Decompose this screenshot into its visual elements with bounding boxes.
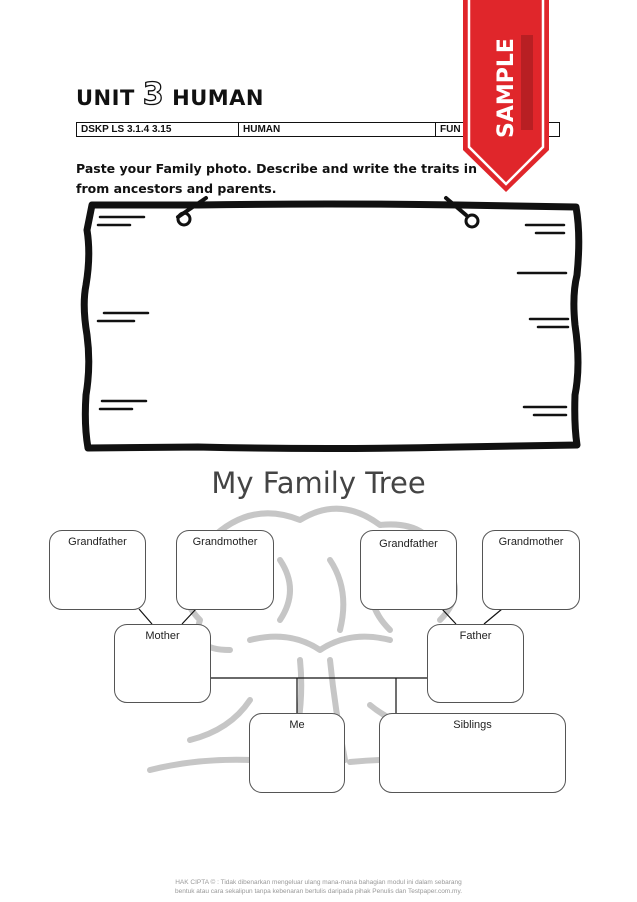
grandmother-paternal-box[interactable] bbox=[176, 530, 274, 610]
info-topic: HUMAN bbox=[239, 123, 436, 136]
father-label: Father bbox=[459, 630, 492, 642]
siblings-label: Siblings bbox=[453, 719, 492, 731]
footer-line-1: HAK CIPTA © : Tidak dibenarkan mengeluar ulang mana-mana bahagian modul ini dalam sebarang bbox=[175, 879, 462, 886]
siblings-box[interactable] bbox=[379, 713, 566, 793]
me-label: Me bbox=[289, 719, 305, 731]
unit-number: 3 bbox=[142, 76, 165, 112]
mother-box[interactable] bbox=[114, 624, 211, 703]
grandmother-paternal-label: Grandmother bbox=[192, 536, 258, 548]
info-theme: FUN bbox=[440, 124, 461, 135]
grandfather-maternal-box[interactable] bbox=[360, 530, 457, 610]
instruction-line-2: from ancestors and parents. bbox=[76, 181, 277, 196]
family-tree-title: My Family Tree bbox=[211, 466, 426, 500]
unit-word: UNIT bbox=[76, 86, 135, 110]
me-box[interactable] bbox=[249, 713, 345, 793]
sample-watermark-ribbon bbox=[461, 0, 551, 195]
mother-label: Mother bbox=[145, 630, 180, 642]
grandfather-paternal-label: Grandfather bbox=[68, 536, 127, 548]
sample-stamp-text: SAMPLE bbox=[494, 38, 519, 138]
father-box[interactable] bbox=[427, 624, 524, 703]
instruction-line-1: Paste your Family photo. Describe and write the traits in bbox=[76, 161, 477, 176]
footer-line-2: bentuk atau cara sekalipun tanpa kebenaran bertulis daripada pihak Penulis dan Testpaper.com.my. bbox=[174, 888, 463, 895]
copyright-footer bbox=[0, 878, 637, 896]
grandmother-maternal-box[interactable] bbox=[482, 530, 580, 610]
unit-topic: HUMAN bbox=[172, 86, 264, 110]
info-dskp: DSKP LS 3.1.4 3.15 bbox=[77, 123, 239, 136]
grandfather-maternal-label: Grandfather bbox=[379, 538, 438, 550]
grandfather-paternal-box[interactable] bbox=[49, 530, 146, 610]
grandmother-maternal-label: Grandmother bbox=[498, 536, 564, 548]
